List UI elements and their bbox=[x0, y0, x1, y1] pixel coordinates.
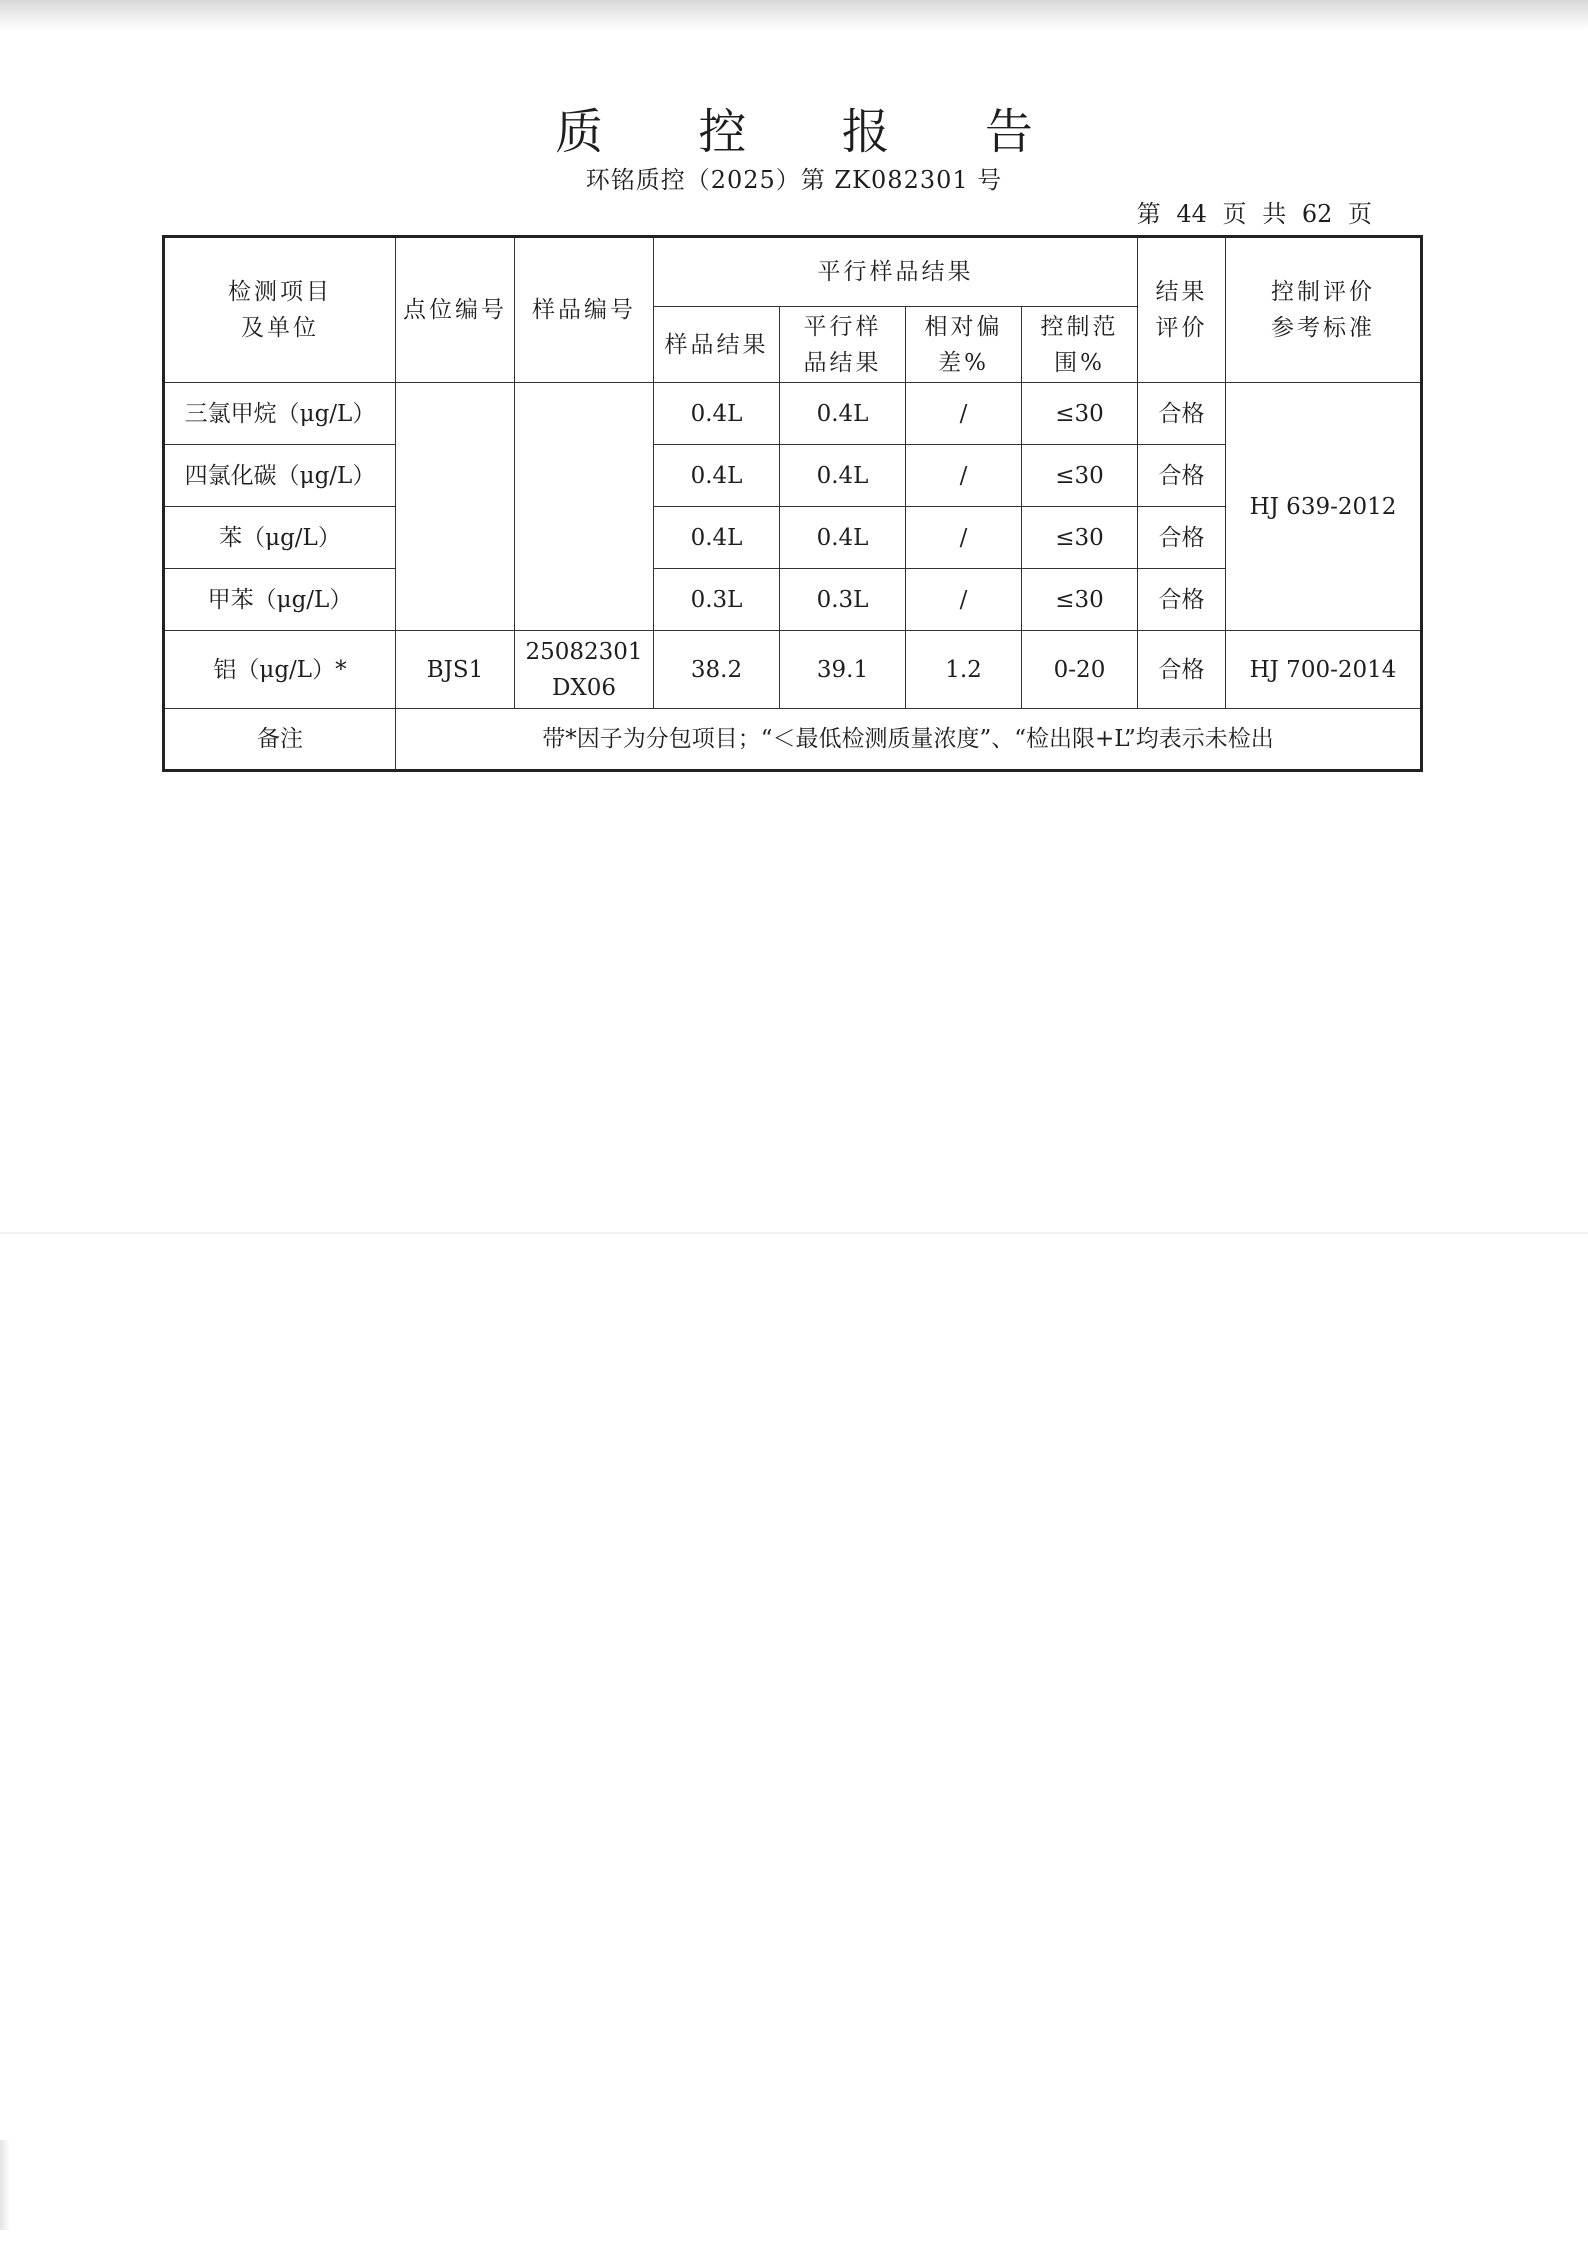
report-number: 环铭质控（2025）第 ZK082301 号 bbox=[585, 166, 1003, 194]
cell-sample-result: 0.3L bbox=[654, 569, 780, 631]
cell-rel-dev: / bbox=[906, 445, 1022, 507]
cell-evaluation: 合格 bbox=[1138, 631, 1226, 709]
table-row bbox=[164, 631, 1422, 709]
cell-item: 甲苯（μg/L） bbox=[164, 569, 396, 631]
cell-control-range: ≤30 bbox=[1022, 507, 1138, 569]
header-parallel-result: 平行样品结果 bbox=[780, 307, 906, 383]
cell-item: 四氯化碳（μg/L） bbox=[164, 445, 396, 507]
cell-parallel-result: 0.4L bbox=[780, 445, 906, 507]
remarks-label: 备注 bbox=[164, 709, 396, 771]
cell-parallel-result: 0.4L bbox=[780, 507, 906, 569]
cell-sample-blank bbox=[515, 383, 654, 631]
cell-point: BJS1 bbox=[396, 631, 515, 709]
header-sample: 样品编号 bbox=[515, 237, 654, 383]
header-control-range: 控制范围% bbox=[1022, 307, 1138, 383]
scan-edge-shadow bbox=[0, 0, 1588, 30]
page-number: 第 44 页 共 62 页 bbox=[1136, 200, 1372, 228]
cell-item: 三氯甲烷（μg/L） bbox=[164, 383, 396, 445]
report-title: 质 控 报 告 bbox=[555, 104, 1073, 160]
table-header-row bbox=[164, 237, 1422, 307]
remarks-text: 带*因子为分包项目；“＜最低检测质量浓度”、“检出限+L”均表示未检出 bbox=[396, 709, 1422, 771]
cell-standard: HJ 700-2014 bbox=[1226, 631, 1422, 709]
cell-evaluation: 合格 bbox=[1138, 569, 1226, 631]
header-parallel-group: 平行样品结果 bbox=[654, 237, 1138, 307]
cell-item: 铝（μg/L）* bbox=[164, 631, 396, 709]
cell-rel-dev: / bbox=[906, 507, 1022, 569]
cell-rel-dev: 1.2 bbox=[906, 631, 1022, 709]
cell-control-range: ≤30 bbox=[1022, 569, 1138, 631]
scan-fold-line bbox=[0, 1232, 1588, 1234]
cell-sample-result: 38.2 bbox=[654, 631, 780, 709]
header-evaluation: 结果评价 bbox=[1138, 237, 1226, 383]
header-rel-dev: 相对偏差% bbox=[906, 307, 1022, 383]
sample-id-line1: 25082301 bbox=[525, 638, 643, 665]
header-point: 点位编号 bbox=[396, 237, 515, 383]
cell-control-range: ≤30 bbox=[1022, 445, 1138, 507]
cell-control-range: 0-20 bbox=[1022, 631, 1138, 709]
cell-sample-result: 0.4L bbox=[654, 445, 780, 507]
scan-edge-mark bbox=[0, 2140, 10, 2230]
header-sample-result: 样品结果 bbox=[654, 307, 780, 383]
header-standard: 控制评价参考标准 bbox=[1226, 237, 1422, 383]
header-item: 检测项目及单位 bbox=[164, 237, 396, 383]
cell-rel-dev: / bbox=[906, 569, 1022, 631]
cell-group-standard: HJ 639-2012 bbox=[1226, 383, 1422, 631]
cell-control-range: ≤30 bbox=[1022, 383, 1138, 445]
cell-sample-result: 0.4L bbox=[654, 383, 780, 445]
table-row bbox=[164, 383, 1422, 445]
cell-evaluation: 合格 bbox=[1138, 445, 1226, 507]
cell-rel-dev: / bbox=[906, 383, 1022, 445]
sample-id-line2: DX06 bbox=[551, 674, 617, 701]
cell-sample-id bbox=[515, 631, 654, 709]
cell-item: 苯（μg/L） bbox=[164, 507, 396, 569]
qc-table bbox=[162, 235, 1423, 772]
cell-point-blank bbox=[396, 383, 515, 631]
cell-parallel-result: 39.1 bbox=[780, 631, 906, 709]
cell-parallel-result: 0.4L bbox=[780, 383, 906, 445]
cell-sample-result: 0.4L bbox=[654, 507, 780, 569]
cell-evaluation: 合格 bbox=[1138, 383, 1226, 445]
remarks-row bbox=[164, 709, 1422, 771]
cell-evaluation: 合格 bbox=[1138, 507, 1226, 569]
cell-parallel-result: 0.3L bbox=[780, 569, 906, 631]
